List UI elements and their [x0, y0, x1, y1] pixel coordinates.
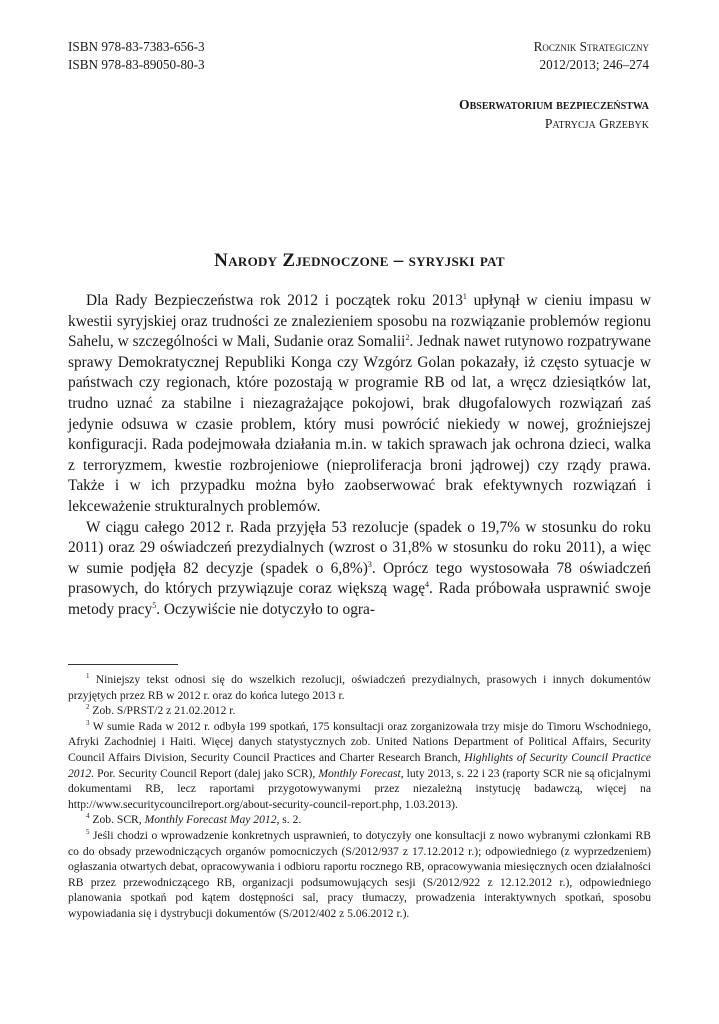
- footnotes: [68, 672, 651, 922]
- paragraph-2: W ciągu całego 2012 r. Rada przyjęła 53 rezolucje (spadek o 19,7% w stosunku do roku 2011) oraz 29 oświadczeń prezydialnych (wzrost o 31,8% w stosunku do roku 2011), a więc w sumie podjęła 82 decyzje (spadek o 6,8%)$^3$. Oprócz tego wystosowała 78 oświadczeń prasowych, do których przywiązuje coraz większą wagę$^4$. Rada próbowała usprawnić swoje metody pracy$^5$. Oczywiście nie dotyczyło to ogra-: [68, 518, 651, 618]
- footnote-5: $^5$ Jeśli chodzi o wprowadzenie konkretnych usprawnień, to dotyczyły one konsultacji z nowo wybranymi członkami RB co do obsady przewodniczących organów pomocniczych (S/2012/937 z 17.12.2012 r.); odpowiedniego (z wyprzedzeniem) ogłaszania otwartych debat, opracowywania i odbioru raportu rocznego RB, opracowywania miesięcznych ocen działalności RB przez przewodniczącego RB, organizacji podsumowujących sesji (S/2012/922 z 12.12.2012 r.), odpowiedniego planowania spotkań pod kątem dostępności sal, pracy tłumaczy, prowadzenia interaktywnych spotkań, sposobu wypowiadania się i dystrybucji dokumentów (S/2012/402 z 5.06.2012 r.).: [68, 828, 651, 920]
- isbn-primary: ISBN 978-83-7383-656-3: [68, 39, 205, 54]
- footnote-3: $^3$ W sumie Rada w 2012 r. odbyła 199 spotkań, 175 konsultacji oraz zorganizowała trzy misje do Timoru Wschodniego, Afryki Zachodniej i Haiti. Więcej danych statystycznych zob. United Nations Department of Political Affairs, Security Council Affairs Division, Security Council Practices and Charter Research Branch, Highlights of Security Council Practice 2012. Por. Security Council Report (dalej jako SCR), Monthly Forecast, luty 2013, s. 22 i 23 (raporty SCR nie są oficjalnymi dokumentami RB, lecz raportami przygotowywanymi przez niezależną instytucję badawczą, więcej na http://www.securitycouncilreport.org/about-security-council-report.php, 1.03.2013).: [68, 718, 651, 811]
- footnote-4: $^4$ Zob. SCR, Monthly Forecast May 2012, s. 2.: [86, 812, 302, 827]
- footnote-1: $^1$ Niniejszy tekst odnosi się do wszelkich rezolucji, oświadczeń prezydialnych, prasowych i innych dokumentów przyjętych przez RB w 2012 r. oraz do końca lutego 2013 r.: [68, 672, 651, 702]
- paragraph-1: Dla Rady Bezpieczeństwa rok 2012 i początek roku 2013$^1$ upłynął w cieniu impasu w kwestii syryjskiej oraz trudności ze znalezieniem sposobu na rozwiązanie problemów regionu Sahelu, w szczególności w Mali, Sudanie oraz Somalii$^2$. Jednak nawet rutynowo rozpatrywane sprawy Demokratycznej Republiki Konga czy Wzgórz Golan pokazały, iż często sytuacje w państwach czy regionach, które pozostają w programie RB od lat, a wręcz dziesiątków lat, trudno uznać za stabilne i niezagrażające pokojowi, brak długofalowych rozwiązań zaś jedynie odsuwa w czasie problem, który musi powrócić niekiedy w nowej, groźniejszej konfiguracji. Rada podejmowała działania m.in. w takich sprawach jak ochrona dzieci, walka z terroryzmem, kwestie rozbrojeniowe (nieproliferacja broni jądrowej) czy rządy prawa. Także i w ich przypadku można było zaobserwować brak efektywnych rozwiązań i lekceważenie strukturalnych problemów.: [68, 291, 652, 515]
- footnote-ref-5: 5: [152, 600, 157, 610]
- journal-issue: 2012/2013; 246–274: [539, 57, 649, 72]
- footnote-2: $^2$ Zob. S/PRST/2 z 21.02.2012 r.: [86, 703, 236, 718]
- article-title: Narody Zjednoczone – syryjski pat: [214, 250, 505, 271]
- author-name: Patrycja Grzebyk: [544, 116, 649, 131]
- section-heading: [459, 95, 649, 133]
- section-title: Obserwatorium bezpieczeństwa: [459, 97, 649, 112]
- footnote-divider: [68, 664, 178, 665]
- footnote-ref-3: 3: [367, 559, 372, 569]
- isbn-secondary: ISBN 978-83-89050-80-3: [68, 57, 205, 72]
- journal-block: [534, 38, 649, 74]
- footnote-ref-4: 4: [425, 580, 430, 590]
- journal-title: Rocznik Strategiczny: [533, 39, 649, 54]
- article-body: [68, 291, 651, 621]
- isbn-block: [68, 38, 205, 74]
- footnote-ref-1: 1: [462, 291, 467, 301]
- footnote-ref-2: 2: [405, 333, 410, 343]
